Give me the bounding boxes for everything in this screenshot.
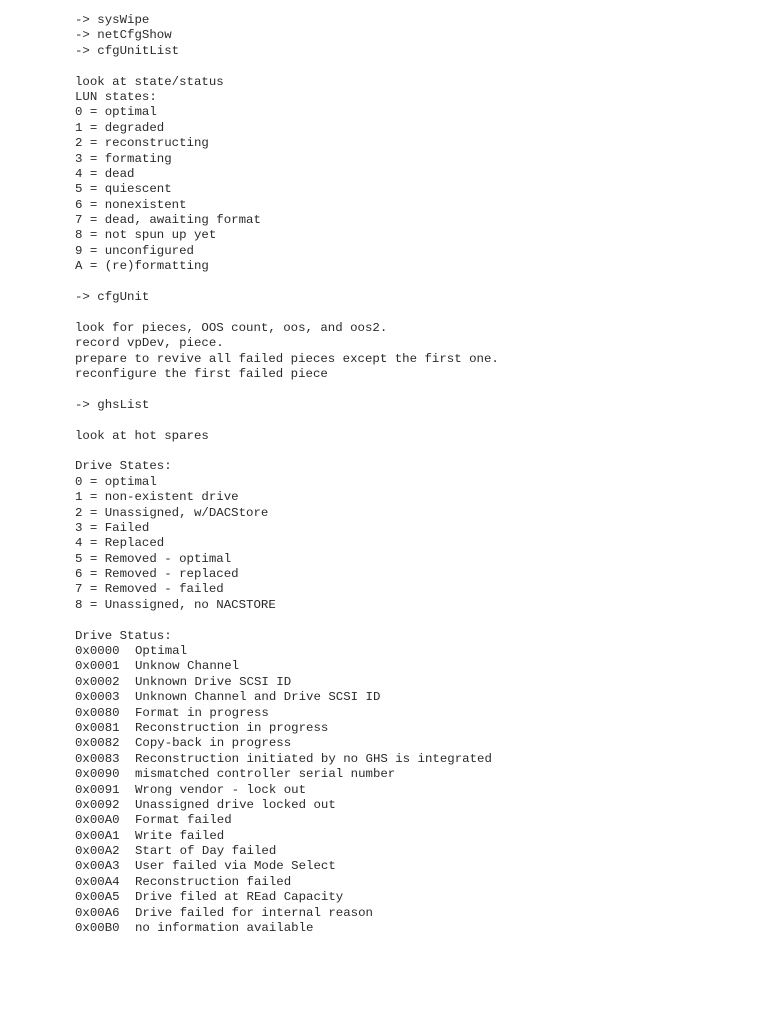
lun-state-item: 0 = optimal bbox=[75, 105, 157, 120]
lun-states-section bbox=[75, 75, 755, 275]
status-description: Reconstruction in progress bbox=[135, 720, 329, 735]
status-code: 0x0083 bbox=[75, 751, 120, 766]
status-description: Reconstruction initiated by no GHS is integrated bbox=[135, 751, 492, 766]
status-description: Drive filed at REad Capacity bbox=[135, 890, 344, 905]
document-body bbox=[75, 13, 755, 936]
lun-state-item: 6 = nonexistent bbox=[75, 197, 187, 212]
status-code: 0x00A0 bbox=[75, 813, 120, 828]
lun-states-heading: LUN states: bbox=[75, 89, 157, 104]
drive-status-item bbox=[75, 859, 755, 874]
command-line: -> netCfgShow bbox=[75, 28, 172, 43]
lun-intro-text: look at state/status bbox=[75, 74, 224, 89]
status-code: 0x0092 bbox=[75, 797, 120, 812]
lun-state-item: 8 = not spun up yet bbox=[75, 228, 217, 243]
status-description: Format failed bbox=[135, 813, 232, 828]
drive-status-item bbox=[75, 890, 755, 905]
note-line: look for pieces, OOS count, oos, and oos2. bbox=[75, 320, 388, 335]
status-description: mismatched controller serial number bbox=[135, 767, 396, 782]
status-description: Optimal bbox=[135, 644, 188, 659]
status-description: Wrong vendor - lock out bbox=[135, 782, 307, 797]
status-code: 0x00A1 bbox=[75, 828, 120, 843]
status-code: 0x0003 bbox=[75, 690, 120, 705]
drive-state-item: 3 = Failed bbox=[75, 520, 150, 535]
status-code: 0x0082 bbox=[75, 736, 120, 751]
blank-line bbox=[75, 305, 755, 320]
drive-status-item bbox=[75, 721, 755, 736]
blank-line bbox=[75, 444, 755, 459]
status-code: 0x0000 bbox=[75, 644, 120, 659]
drive-status-item bbox=[75, 706, 755, 721]
drive-state-item: 6 = Removed - replaced bbox=[75, 567, 239, 582]
status-description: Unknown Drive SCSI ID bbox=[135, 674, 292, 689]
status-code: 0x00A2 bbox=[75, 844, 120, 859]
blank-line bbox=[75, 59, 755, 74]
drive-status-item bbox=[75, 767, 755, 782]
drive-status-item bbox=[75, 752, 755, 767]
lun-state-item: A = (re)formatting bbox=[75, 259, 209, 274]
drive-status-item bbox=[75, 798, 755, 813]
status-code: 0x0081 bbox=[75, 720, 120, 735]
drive-status-item bbox=[75, 921, 755, 936]
note-line: record vpDev, piece. bbox=[75, 336, 224, 351]
status-code: 0x00A4 bbox=[75, 874, 120, 889]
drive-state-item: 7 = Removed - failed bbox=[75, 582, 224, 597]
blank-line bbox=[75, 413, 755, 428]
ghslist-note: look at hot spares bbox=[75, 428, 209, 443]
drive-state-item: 4 = Replaced bbox=[75, 536, 165, 551]
drive-state-item: 1 = non-existent drive bbox=[75, 490, 239, 505]
lun-state-item: 4 = dead bbox=[75, 166, 135, 181]
status-description: Copy-back in progress bbox=[135, 736, 292, 751]
drive-states-section bbox=[75, 459, 755, 613]
lun-state-item: 1 = degraded bbox=[75, 120, 165, 135]
cfgunit-notes bbox=[75, 321, 755, 383]
blank-line bbox=[75, 613, 755, 628]
drive-status-item bbox=[75, 783, 755, 798]
status-code: 0x0090 bbox=[75, 767, 120, 782]
drive-state-item: 0 = optimal bbox=[75, 474, 157, 489]
status-code: 0x00B0 bbox=[75, 921, 120, 936]
status-description: Unassigned drive locked out bbox=[135, 797, 336, 812]
lun-state-item: 5 = quiescent bbox=[75, 182, 172, 197]
drive-status-heading: Drive Status: bbox=[75, 628, 172, 643]
drive-status-item bbox=[75, 829, 755, 844]
status-code: 0x00A5 bbox=[75, 890, 120, 905]
status-description: Drive failed for internal reason bbox=[135, 905, 373, 920]
status-description: Unknown Channel and Drive SCSI ID bbox=[135, 690, 381, 705]
drive-status-list bbox=[75, 644, 755, 936]
status-code: 0x0001 bbox=[75, 659, 120, 674]
drive-status-item bbox=[75, 690, 755, 705]
note-line: reconfigure the first failed piece bbox=[75, 366, 328, 381]
command-line: -> sysWipe bbox=[75, 13, 150, 27]
lun-state-item: 3 = formating bbox=[75, 151, 172, 166]
status-code: 0x0091 bbox=[75, 782, 120, 797]
lun-state-item: 9 = unconfigured bbox=[75, 243, 194, 258]
status-description: Write failed bbox=[135, 828, 225, 843]
status-code: 0x0002 bbox=[75, 674, 120, 689]
status-description: Start of Day failed bbox=[135, 844, 277, 859]
drive-status-item bbox=[75, 736, 755, 751]
drive-status-item bbox=[75, 906, 755, 921]
status-description: Unknow Channel bbox=[135, 659, 240, 674]
status-description: Reconstruction failed bbox=[135, 874, 292, 889]
status-description: User failed via Mode Select bbox=[135, 859, 336, 874]
blank-line bbox=[75, 382, 755, 397]
status-description: Format in progress bbox=[135, 705, 269, 720]
status-description: no information available bbox=[135, 921, 314, 936]
cfgunit-command: -> cfgUnit bbox=[75, 290, 150, 305]
drive-state-item: 2 = Unassigned, w/DACStore bbox=[75, 505, 269, 520]
drive-status-item bbox=[75, 875, 755, 890]
command-list bbox=[75, 13, 755, 59]
note-line: prepare to revive all failed pieces except the first one. bbox=[75, 351, 499, 366]
status-code: 0x00A6 bbox=[75, 905, 120, 920]
drive-status-item bbox=[75, 644, 755, 659]
lun-state-item: 7 = dead, awaiting format bbox=[75, 213, 261, 228]
drive-states-heading: Drive States: bbox=[75, 459, 172, 474]
drive-status-item bbox=[75, 844, 755, 859]
drive-status-item bbox=[75, 675, 755, 690]
drive-status-section bbox=[75, 629, 755, 937]
drive-state-item: 5 = Removed - optimal bbox=[75, 551, 232, 566]
ghslist-command: -> ghsList bbox=[75, 397, 150, 412]
blank-line bbox=[75, 275, 755, 290]
status-code: 0x0080 bbox=[75, 705, 120, 720]
status-code: 0x00A3 bbox=[75, 859, 120, 874]
drive-status-item bbox=[75, 659, 755, 674]
command-line: -> cfgUnitList bbox=[75, 43, 180, 58]
drive-state-item: 8 = Unassigned, no NACSTORE bbox=[75, 597, 276, 612]
lun-state-item: 2 = reconstructing bbox=[75, 136, 209, 151]
drive-status-item bbox=[75, 813, 755, 828]
